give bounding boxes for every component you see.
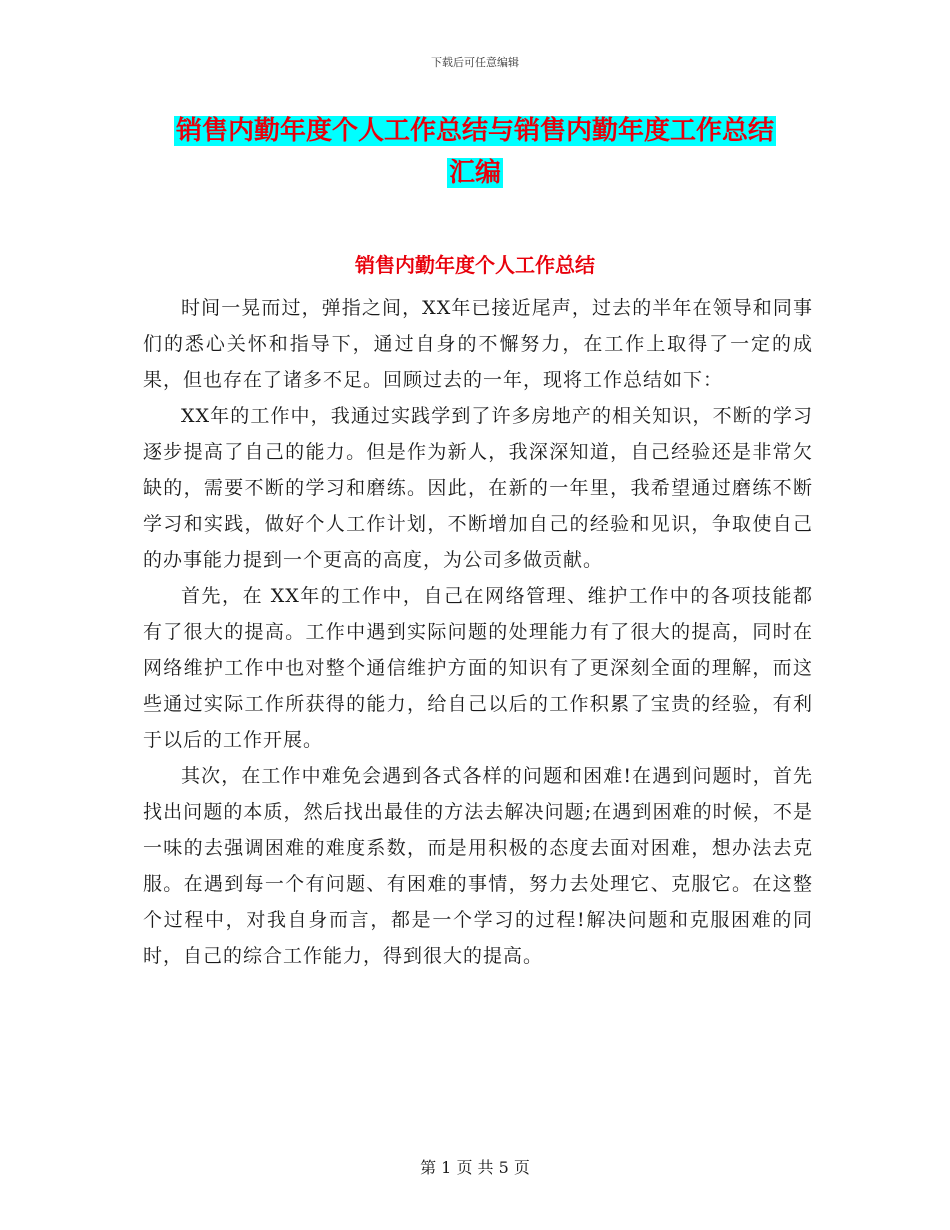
section-title: 销售内勤年度个人工作总结 — [355, 253, 595, 277]
document-title-line-1: 销售内勤年度个人工作总结与销售内勤年度工作总结 — [175, 116, 774, 146]
paragraph: XX年的工作中，我通过实践学到了许多房地产的相关知识，不断的学习逐步提高了自己的能力。但是作为新人，我深深知道，自己经验还是非常欠缺的，需要不断的学习和磨练。因此，在新的一年里，我希望通过磨练不断学习和实践，做好个人工作计划，不断增加自己的经验和见识，争取使自己的办事能力提到一个更高的高度，为公司多做贡献。 — [143, 405, 813, 571]
paragraph: 首先，在 XX年的工作中，自己在网络管理、维护工作中的各项技能都有了很大的提高。工作中遇到实际问题的处理能力有了很大的提高，同时在网络维护工作中也对整个通信维护方面的知识有了更深刻全面的理解，而这些通过实际工作所获得的能力，给自己以后的工作积累了宝贵的经验，有利于以后的工作开展。 — [143, 585, 813, 751]
header-note: 下载后可任意编辑 — [431, 56, 519, 69]
document-body — [143, 290, 813, 974]
page-footer: 第 1 页 共 5 页 — [420, 1158, 530, 1177]
paragraph: 其次，在工作中难免会遇到各式各样的问题和困难!在遇到问题时，首先找出问题的本质，然后找出最佳的方法去解决问题;在遇到困难的时候，不是一味的去强调困难的难度系数，而是用积极的态度去面对困难，想办法去克服。在遇到每一个有问题、有困难的事情，努力去处理它、克服它。在这整个过程中，对我自身而言，都是一个学习的过程!解决问题和克服困难的同时，自己的综合工作能力，得到很大的提高。 — [143, 765, 813, 967]
document-title-line-2: 汇编 — [448, 158, 501, 188]
document-title — [0, 110, 950, 194]
paragraph: 时间一晃而过，弹指之间，XX年已接近尾声，过去的半年在领导和同事们的悉心关怀和指导下，通过自身的不懈努力，在工作上取得了一定的成果，但也存在了诸多不足。回顾过去的一年，现将工作总结如下： — [143, 297, 813, 391]
